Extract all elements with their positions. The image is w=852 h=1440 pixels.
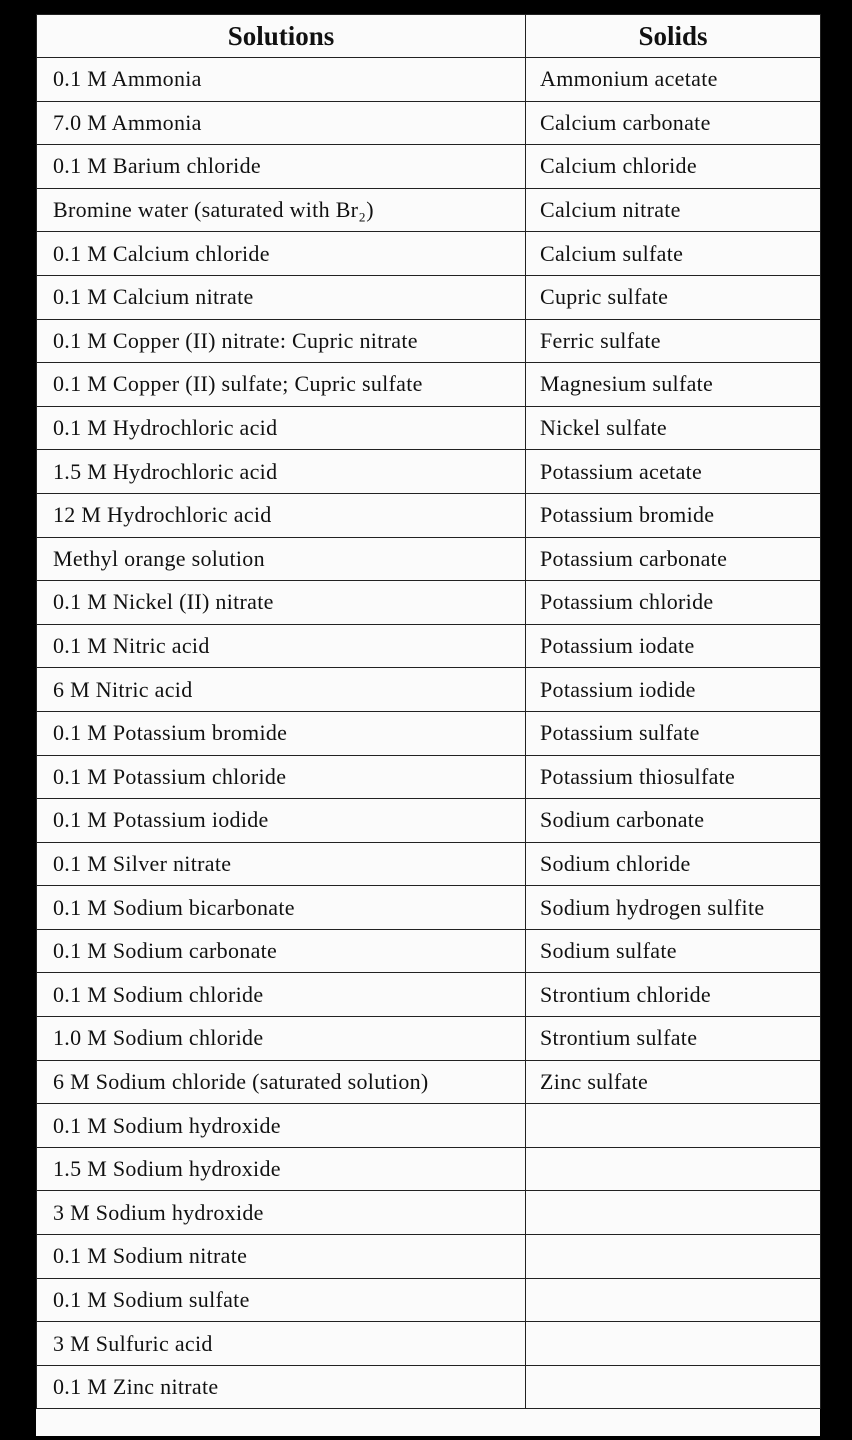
solid-cell: Potassium thiosulfate bbox=[526, 755, 821, 799]
solid-cell: Sodium chloride bbox=[526, 842, 821, 886]
solid-cell: Calcium chloride bbox=[526, 145, 821, 189]
solution-cell: 0.1 M Sodium hydroxide bbox=[37, 1104, 526, 1148]
table-row bbox=[37, 319, 821, 363]
solution-cell: 0.1 M Ammonia bbox=[37, 58, 526, 102]
solid-cell: Ferric sulfate bbox=[526, 319, 821, 363]
document-page bbox=[36, 14, 820, 1436]
table-row bbox=[37, 537, 821, 581]
header-solids: Solids bbox=[526, 15, 821, 58]
table-row bbox=[37, 232, 821, 276]
table-row bbox=[37, 145, 821, 189]
solid-cell bbox=[526, 1365, 821, 1409]
table-row bbox=[37, 406, 821, 450]
solid-cell bbox=[526, 1235, 821, 1279]
table-row bbox=[37, 929, 821, 973]
table-row bbox=[37, 711, 821, 755]
solution-cell: 7.0 M Ammonia bbox=[37, 101, 526, 145]
table-row bbox=[37, 1147, 821, 1191]
table-row bbox=[37, 58, 821, 102]
solid-cell: Potassium sulfate bbox=[526, 711, 821, 755]
table-row bbox=[37, 1235, 821, 1279]
solution-cell: 0.1 M Sodium nitrate bbox=[37, 1235, 526, 1279]
solution-cell: 0.1 M Silver nitrate bbox=[37, 842, 526, 886]
solution-cell: 3 M Sulfuric acid bbox=[37, 1322, 526, 1366]
solid-cell: Calcium nitrate bbox=[526, 188, 821, 232]
table-row bbox=[37, 1017, 821, 1061]
chemicals-table bbox=[36, 14, 821, 1409]
solid-cell: Potassium chloride bbox=[526, 581, 821, 625]
solid-cell bbox=[526, 1278, 821, 1322]
solid-cell: Sodium carbonate bbox=[526, 799, 821, 843]
solid-cell: Zinc sulfate bbox=[526, 1060, 821, 1104]
solution-cell: 0.1 M Copper (II) nitrate: Cupric nitrate bbox=[37, 319, 526, 363]
solution-cell: 0.1 M Zinc nitrate bbox=[37, 1365, 526, 1409]
solution-cell: 3 M Sodium hydroxide bbox=[37, 1191, 526, 1235]
solution-cell: 1.5 M Sodium hydroxide bbox=[37, 1147, 526, 1191]
table-row bbox=[37, 842, 821, 886]
table-row bbox=[37, 799, 821, 843]
solution-cell: 0.1 M Sodium chloride bbox=[37, 973, 526, 1017]
table-header-row bbox=[37, 15, 821, 58]
solution-cell: 0.1 M Copper (II) sulfate; Cupric sulfate bbox=[37, 363, 526, 407]
solution-cell: 0.1 M Barium chloride bbox=[37, 145, 526, 189]
table-row bbox=[37, 624, 821, 668]
table-row bbox=[37, 668, 821, 712]
solid-cell bbox=[526, 1104, 821, 1148]
table-row bbox=[37, 493, 821, 537]
table-row bbox=[37, 1278, 821, 1322]
table-row bbox=[37, 973, 821, 1017]
solid-cell: Potassium acetate bbox=[526, 450, 821, 494]
solid-cell bbox=[526, 1322, 821, 1366]
solid-cell: Ammonium acetate bbox=[526, 58, 821, 102]
solution-cell: 6 M Nitric acid bbox=[37, 668, 526, 712]
solid-cell: Cupric sulfate bbox=[526, 275, 821, 319]
solid-cell: Strontium chloride bbox=[526, 973, 821, 1017]
solid-cell bbox=[526, 1147, 821, 1191]
solid-cell: Nickel sulfate bbox=[526, 406, 821, 450]
solution-cell: Bromine water (saturated with Br₂) bbox=[37, 188, 526, 232]
solid-cell: Strontium sulfate bbox=[526, 1017, 821, 1061]
table-row bbox=[37, 450, 821, 494]
solution-cell: 0.1 M Nickel (II) nitrate bbox=[37, 581, 526, 625]
table-row bbox=[37, 1322, 821, 1366]
solid-cell: Calcium sulfate bbox=[526, 232, 821, 276]
table-row bbox=[37, 886, 821, 930]
table-row bbox=[37, 101, 821, 145]
solution-cell: 0.1 M Potassium chloride bbox=[37, 755, 526, 799]
table-row bbox=[37, 1191, 821, 1235]
solid-cell: Calcium carbonate bbox=[526, 101, 821, 145]
solution-cell: 0.1 M Sodium carbonate bbox=[37, 929, 526, 973]
solid-cell: Sodium hydrogen sulfite bbox=[526, 886, 821, 930]
solid-cell: Magnesium sulfate bbox=[526, 363, 821, 407]
solid-cell: Potassium iodate bbox=[526, 624, 821, 668]
header-solutions: Solutions bbox=[37, 15, 526, 58]
solution-cell: 1.0 M Sodium chloride bbox=[37, 1017, 526, 1061]
solution-cell: 0.1 M Sodium sulfate bbox=[37, 1278, 526, 1322]
solution-cell: 0.1 M Potassium iodide bbox=[37, 799, 526, 843]
solid-cell: Potassium bromide bbox=[526, 493, 821, 537]
table-row bbox=[37, 1365, 821, 1409]
table-row bbox=[37, 275, 821, 319]
solid-cell bbox=[526, 1191, 821, 1235]
solid-cell: Potassium iodide bbox=[526, 668, 821, 712]
solid-cell: Potassium carbonate bbox=[526, 537, 821, 581]
solid-cell: Sodium sulfate bbox=[526, 929, 821, 973]
solution-cell: Methyl orange solution bbox=[37, 537, 526, 581]
solution-cell: 0.1 M Potassium bromide bbox=[37, 711, 526, 755]
table-row bbox=[37, 581, 821, 625]
table-row bbox=[37, 188, 821, 232]
solution-cell: 1.5 M Hydrochloric acid bbox=[37, 450, 526, 494]
table-row bbox=[37, 755, 821, 799]
solution-cell: 0.1 M Sodium bicarbonate bbox=[37, 886, 526, 930]
solution-cell: 0.1 M Nitric acid bbox=[37, 624, 526, 668]
table-row bbox=[37, 1060, 821, 1104]
solution-cell: 0.1 M Hydrochloric acid bbox=[37, 406, 526, 450]
table-row bbox=[37, 1104, 821, 1148]
solution-cell: 0.1 M Calcium chloride bbox=[37, 232, 526, 276]
table-row bbox=[37, 363, 821, 407]
solution-cell: 6 M Sodium chloride (saturated solution) bbox=[37, 1060, 526, 1104]
table-body bbox=[37, 58, 821, 1409]
solution-cell: 12 M Hydrochloric acid bbox=[37, 493, 526, 537]
solution-cell: 0.1 M Calcium nitrate bbox=[37, 275, 526, 319]
